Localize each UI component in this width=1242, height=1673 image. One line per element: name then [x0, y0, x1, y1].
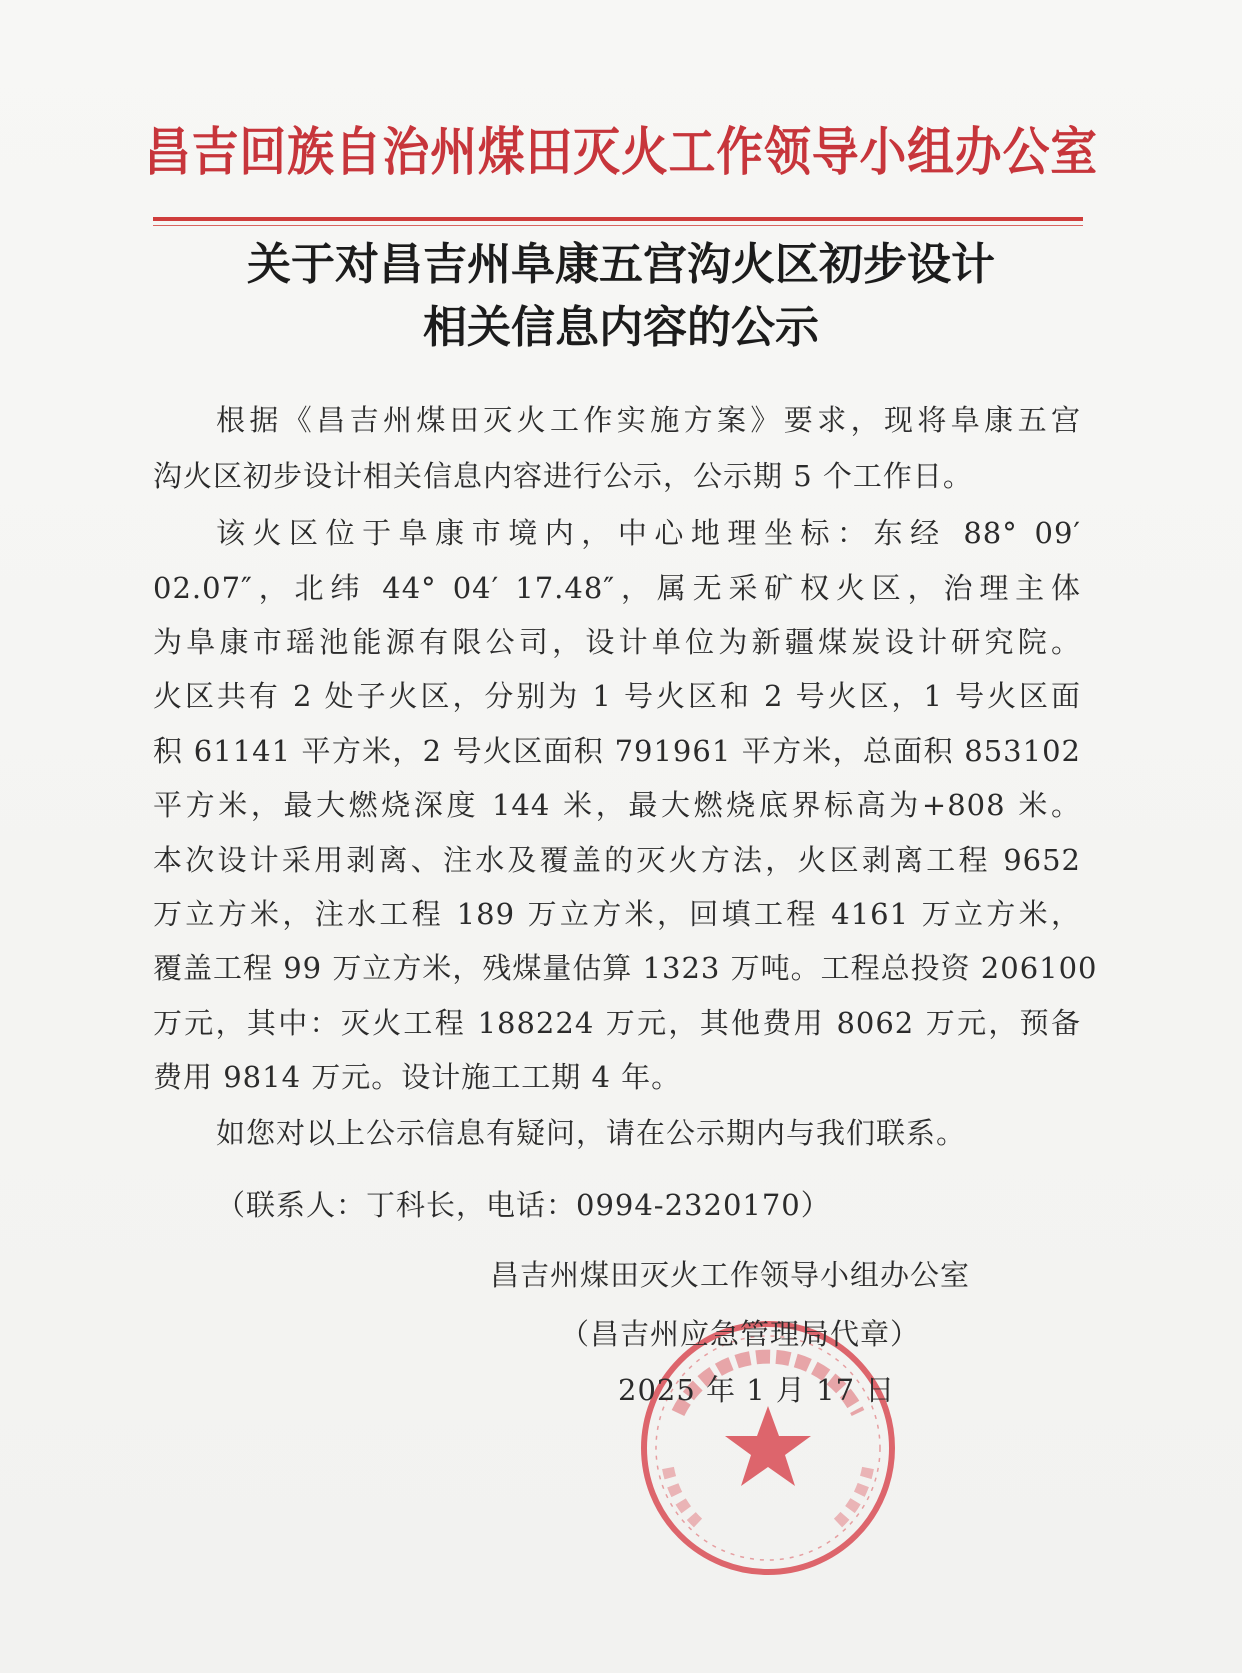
body-line: 火区共有 2 处子火区，分别为 1 号火区和 2 号火区，1 号火区面: [153, 679, 1081, 713]
body-line: 积 61141 平方米，2 号火区面积 791961 平方米，总面积 853102: [153, 734, 1081, 768]
signature-org: 昌吉州煤田灭火工作领导小组办公室: [490, 1258, 971, 1292]
body-line: 该火区位于阜康市境内，中心地理坐标：东经 88° 09′: [216, 516, 1081, 550]
body-line: 万元，其中：灭火工程 188224 万元，其他费用 8062 万元，预备: [153, 1006, 1081, 1040]
signature-date: 2025 年 1 月 17 日: [618, 1373, 896, 1407]
official-seal: [638, 1318, 898, 1578]
notice-title-line1: 关于对昌吉州阜康五宫沟火区初步设计: [247, 239, 995, 290]
notice-title-line2: 相关信息内容的公示: [423, 302, 819, 353]
body-line: 本次设计采用剥离、注水及覆盖的灭火方法，火区剥离工程 9652: [153, 843, 1081, 877]
letterhead-title: 昌吉回族自治州煤田灭火工作领导小组办公室: [143, 122, 1098, 183]
body-line: 02.07″，北纬 44° 04′ 17.48″，属无采矿权火区，治理主体: [153, 571, 1081, 605]
signature-proxy: （昌吉州应急管理局代章）: [560, 1317, 921, 1351]
body-line: 万立方米，注水工程 189 万立方米，回填工程 4161 万立方米，: [153, 897, 1081, 931]
body-line: 覆盖工程 99 万立方米，残煤量估算 1323 万吨。工程总投资 206100: [153, 951, 1098, 985]
letterhead-rule: [153, 217, 1083, 221]
star-icon: [725, 1406, 811, 1486]
body-line: 如您对以上公示信息有疑问，请在公示期内与我们联系。: [216, 1116, 967, 1150]
body-line: 根据《昌吉州煤田灭火工作实施方案》要求，现将阜康五宫: [216, 403, 1081, 437]
body-line: 费用 9814 万元。设计施工工期 4 年。: [153, 1060, 682, 1094]
body-line: 沟火区初步设计相关信息内容进行公示，公示期 5 个工作日。: [153, 459, 973, 493]
body-line: 平方米，最大燃烧深度 144 米，最大燃烧底界标高为+808 米。: [153, 788, 1081, 822]
letterhead-rule-thin: [153, 225, 1083, 226]
contact-line: （联系人：丁科长，电话：0994-2320170）: [216, 1188, 831, 1222]
body-line: 为阜康市瑶池能源有限公司，设计单位为新疆煤炭设计研究院。: [153, 625, 1081, 659]
